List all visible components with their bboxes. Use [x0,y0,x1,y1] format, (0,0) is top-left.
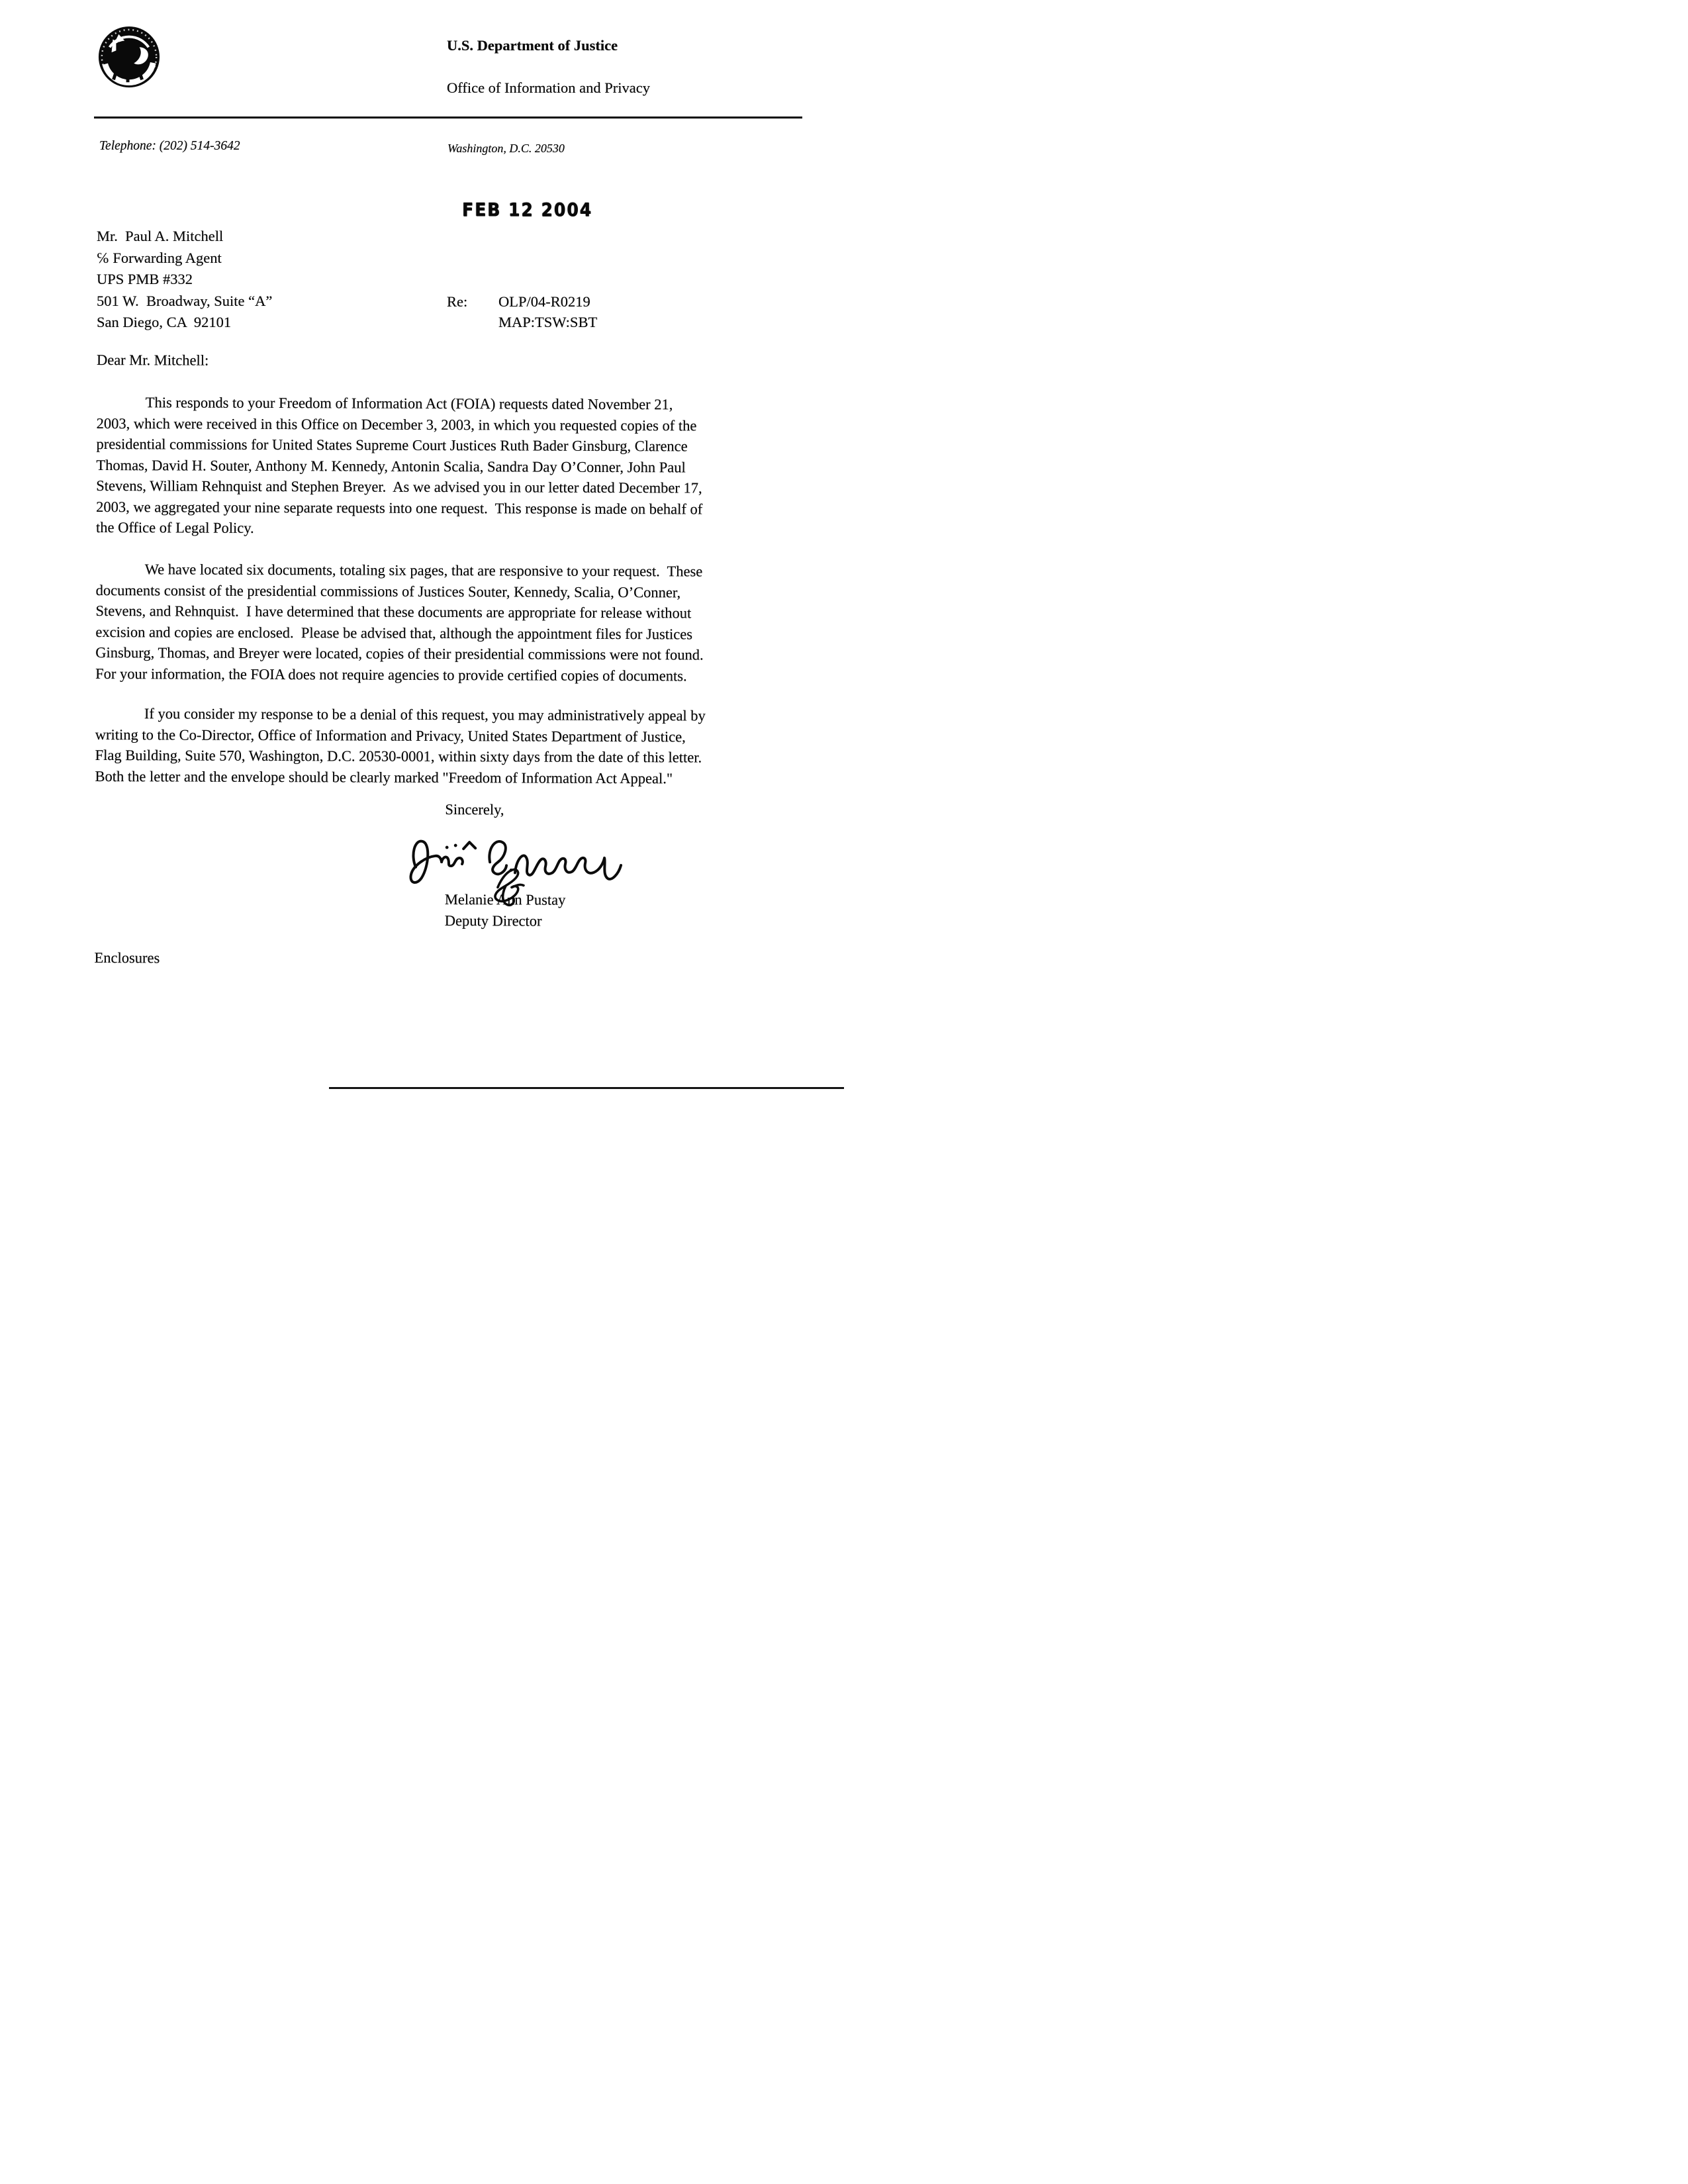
routing-code: MAP:TSW:SBT [498,314,598,330]
signer-title: Deputy Director [444,912,542,929]
paragraph-line: Stevens, William Rehnquist and Stephen Breyer. As we advised you in our letter dated December 17, [96,477,702,497]
recipient-line: UPS PMB #332 [97,271,193,287]
paragraph-line: 2003, which were received in this Office on December 3, 2003, in which you requested copies of the [96,414,697,434]
valediction: Sincerely, [445,801,504,818]
recipient-line: San Diego, CA 92101 [97,314,232,330]
telephone-line: Telephone: (202) 514-3642 [99,139,240,153]
paragraph-line: For your information, the FOIA does not require agencies to provide certified copies of documents. [95,665,687,684]
city-state-line: Washington, D.C. 20530 [447,142,565,155]
paragraph-line: presidential commissions for United States Supreme Court Justices Ruth Bader Ginsburg, Clarence [96,435,688,455]
salutation: Dear Mr. Mitchell: [96,351,209,369]
recipient-line: ℅ Forwarding Agent [97,249,222,266]
agency-title: U.S. Department of Justice [447,37,618,54]
paragraph-line: This responds to your Freedom of Information Act (FOIA) requests dated November 21, [145,394,673,413]
date-stamp: FEB 12 2004 [462,199,592,220]
paragraph-line: the Office of Legal Policy. [95,518,254,536]
enclosures-note: Enclosures [94,949,160,967]
letter-body [0,0,844,1092]
recipient-line: 501 W. Broadway, Suite “A” [97,292,273,309]
paragraph-line: Stevens, and Rehnquist. I have determined that these documents are appropriate for release without [95,602,692,622]
paragraph-line: We have located six documents, totaling six pages, that are responsive to your request. These [144,561,703,580]
scan-artifact-line [329,1087,844,1089]
paragraph-line: writing to the Co-Director, Office of Information and Privacy, United States Department of Justice, [95,726,686,745]
paragraph-1 [96,392,703,540]
reference-label: Re: [447,293,468,310]
paragraph-line: Ginsburg, Thomas, and Breyer were located, copies of their presidential commissions were not found. [95,643,704,663]
paragraph-line: Thomas, David H. Souter, Anthony M. Kennedy, Antonin Scalia, Sandra Day O’Conner, John Paul [96,456,686,475]
office-title: Office of Information and Privacy [447,79,650,96]
paragraph-line: If you consider my response to be a denial of this request, you may administratively appeal by [144,705,706,724]
paragraph-line: excision and copies are enclosed. Please be advised that, although the appointment files for Justices [95,623,693,642]
paragraph-line: Flag Building, Suite 570, Washington, D.C. 20530-0001, within sixty days from the date of this letter. [95,746,702,766]
letter-page [0,0,844,1092]
paragraph-line: Both the letter and the envelope should be clearly marked "Freedom of Information Act Appeal." [95,767,673,786]
paragraph-3 [95,703,706,789]
signer-name: Melanie Ann Pustay [444,891,566,908]
paragraph-line: 2003, we aggregated your nine separate requests into one request. This response is made on behalf of [96,498,703,518]
paragraph-line: documents consist of the presidential commissions of Justices Souter, Kennedy, Scalia, O’Conner, [95,581,681,600]
paragraph-2 [95,559,704,687]
case-number: OLP/04-R0219 [498,293,590,310]
recipient-line: Mr. Paul A. Mitchell [97,228,224,244]
